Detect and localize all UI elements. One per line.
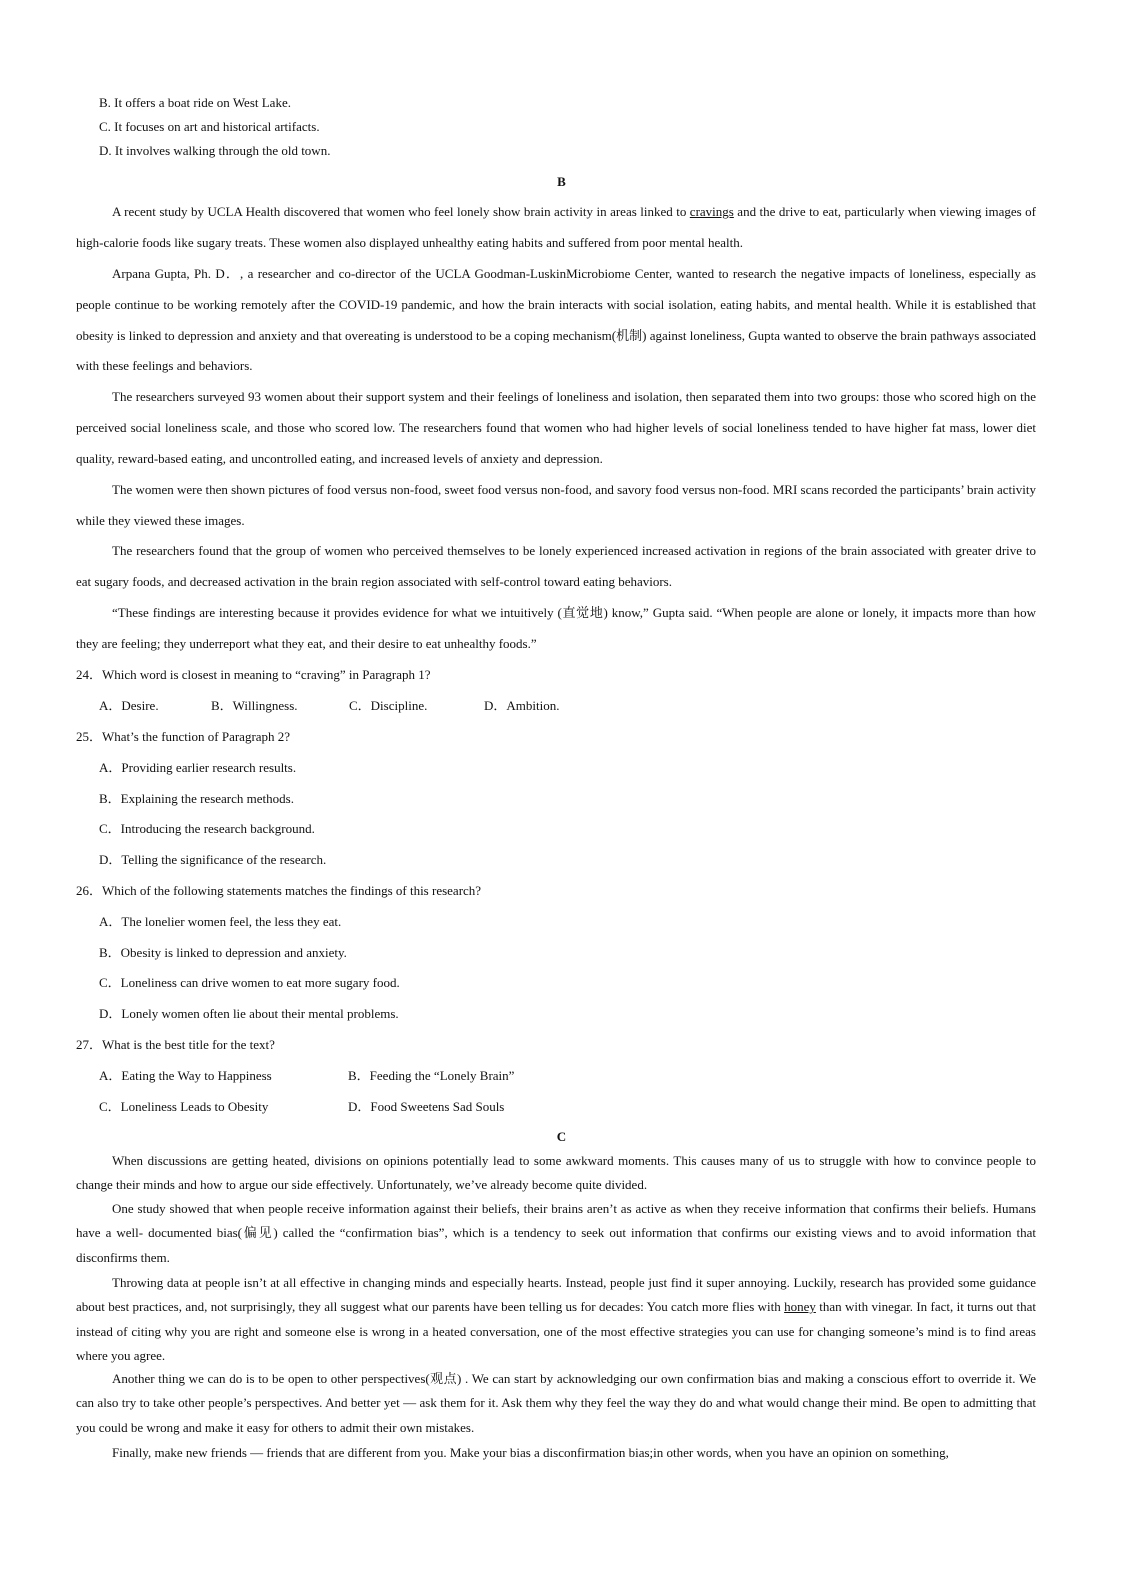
passage-c-paragraph-4: Another thing we can do is to be open to other perspectives(观点) . We can start by acknowledging our own confirmation bias and making a conscious effort to override it. We can also try to take other people’s perspectives. And better yet — ask them for it. Ask them why they feel the way they do and what would change their mind. Be open to admitting that you could be wrong and make it easy for others to admit their own mistakes. bbox=[76, 1371, 1036, 1435]
underlined-word-cravings: cravings bbox=[689, 204, 734, 219]
question-25-option-b: B．Explaining the research methods. bbox=[99, 791, 294, 806]
question-26-option-a: A．The lonelier women feel, the less they eat. bbox=[99, 914, 342, 929]
prev-option-b: B. It offers a boat ride on West Lake. bbox=[99, 95, 291, 110]
question-24-option-b: B．Willingness. bbox=[211, 698, 298, 713]
question-27-option-d: D．Food Sweetens Sad Souls bbox=[348, 1099, 505, 1114]
question-27-option-a: A．Eating the Way to Happiness bbox=[99, 1068, 272, 1083]
question-24-option-c: C．Discipline. bbox=[349, 698, 428, 713]
question-27-option-b: B．Feeding the “Lonely Brain” bbox=[348, 1068, 515, 1083]
question-26-option-b: B．Obesity is linked to depression and anxiety. bbox=[99, 945, 347, 960]
question-25-option-c: C．Introducing the research background. bbox=[99, 821, 315, 836]
passage-c-paragraph-3: Throwing data at people isn’t at all effective in changing minds and especially hearts. Instead, people just find it super annoying. Luckily, research has provided some guidance about best practices, and, not surprisingly, they all suggest what our parents have been telling us for decades: You catch more flies with honey than with vinegar. In fact, it turns out that instead of citing why you are right and someone else is wrong in a heated conversation, one of the most effective strategies you can use for changing someone’s mind is to find areas where you agree. bbox=[76, 1275, 1036, 1363]
passage-b-heading: B bbox=[557, 174, 566, 189]
question-25-stem: 25．What’s the function of Paragraph 2? bbox=[76, 729, 291, 744]
question-26-option-d: D．Lonely women often lie about their mental problems. bbox=[99, 1006, 399, 1021]
prev-option-d: D. It involves walking through the old town. bbox=[99, 143, 331, 158]
question-27-stem: 27．What is the best title for the text? bbox=[76, 1037, 275, 1052]
underlined-word-honey: honey bbox=[784, 1299, 816, 1315]
question-24-option-d: D．Ambition. bbox=[484, 698, 560, 713]
passage-c-paragraph-1: When discussions are getting heated, divisions on opinions potentially lead to some awkward moments. This causes many of us to struggle with how to convince people to change their minds and how to argue our side effectively. Unfortunately, we’ve already become quite divided. bbox=[76, 1153, 1036, 1193]
passage-b-paragraph-6: “These findings are interesting because it provides evidence for what we intuitively (直觉地) know,” Gupta said. “When people are alone or lonely, it impacts more than how they are feeling; they underreport what they eat, and their desire to eat unhealthy foods.” bbox=[76, 605, 1036, 651]
passage-c-paragraph-5: Finally, make new friends — friends that are different from you. Make your bias a disconfirmation bias;in other words, when you have an opinion on something, bbox=[112, 1445, 949, 1460]
passage-b-paragraph-4: The women were then shown pictures of food versus non-food, sweet food versus non-food, and savory food versus non-food. MRI scans recorded the participants’ brain activity while they viewed these images. bbox=[76, 482, 1036, 528]
question-27-option-c: C．Loneliness Leads to Obesity bbox=[99, 1099, 269, 1114]
question-25-option-d: D．Telling the significance of the research. bbox=[99, 852, 327, 867]
passage-c-paragraph-2: One study showed that when people receive information against their beliefs, their brains aren’t as active as when they receive information that confirms their beliefs. Humans have a well- documented bias(偏见) called the “confirmation bias”, which is a tendency to seek out information that confirms our existing views and to avoid information that disconfirms them. bbox=[76, 1201, 1036, 1265]
passage-b-paragraph-5: The researchers found that the group of women who perceived themselves to be lonely experienced increased activation in regions of the brain associated with greater drive to eat sugary foods, and decreased activation in the brain region associated with self-control toward eating behaviors. bbox=[76, 543, 1036, 589]
passage-c-heading: C bbox=[556, 1129, 567, 1144]
passage-b-paragraph-2: Arpana Gupta, Ph. D．, a researcher and co-director of the UCLA Goodman-LuskinMicrobiome Center, wanted to research the negative impacts of loneliness, especially as people continue to be working remotely after the COVID-19 pandemic, and how the brain interacts with social isolation, eating habits, and mental health. While it is established that obesity is linked to depression and anxiety and that overeating is understood to be a coping mechanism(机制) against loneliness, Gupta wanted to observe the brain pathways associated with these feelings and behaviors. bbox=[76, 266, 1036, 374]
question-26-stem: 26．Which of the following statements matches the findings of this research? bbox=[76, 883, 482, 898]
passage-b-paragraph-3: The researchers surveyed 93 women about their support system and their feelings of loneliness and isolation, then separated them into two groups: those who scored high on the perceived social loneliness scale, and those who scored low. The researchers found that women who had higher levels of social loneliness tended to have higher fat mass, lower diet quality, reward-based eating, and uncontrolled eating, and increased levels of anxiety and depression. bbox=[76, 389, 1036, 466]
question-26-option-c: C．Loneliness can drive women to eat more sugary food. bbox=[99, 975, 400, 990]
question-24-stem: 24．Which word is closest in meaning to “craving” in Paragraph 1? bbox=[76, 667, 431, 682]
question-25-option-a: A．Providing earlier research results. bbox=[99, 760, 297, 775]
passage-b-paragraph-1: A recent study by UCLA Health discovered that women who feel lonely show brain activity in areas linked to cravings and the drive to eat, particularly when viewing images of high-calorie foods like sugary treats. These women also displayed unhealthy eating habits and suffered from poor mental health. bbox=[76, 204, 1036, 250]
prev-option-c: C. It focuses on art and historical artifacts. bbox=[99, 119, 320, 134]
question-24-option-a: A．Desire. bbox=[99, 698, 159, 713]
